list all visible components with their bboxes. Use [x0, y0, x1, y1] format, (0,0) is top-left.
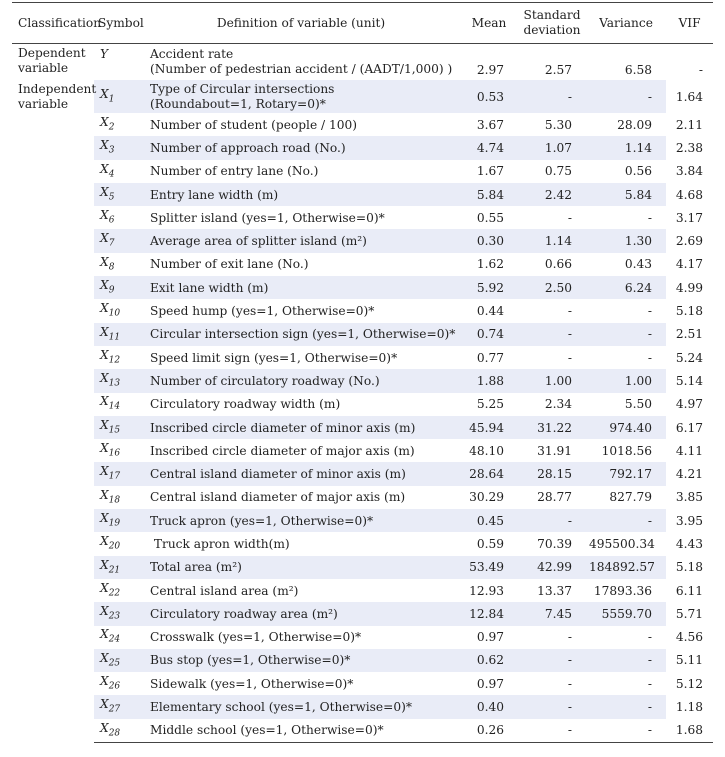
- symbol-letter: X: [100, 184, 109, 199]
- vif-cell: 4.11: [675, 443, 703, 458]
- symbol-cell: [94, 80, 142, 113]
- std-cell: -: [567, 676, 572, 691]
- vif-cell: 4.21: [675, 467, 703, 482]
- vif-cell: 4.99: [675, 280, 703, 295]
- symbol-letter: X: [100, 534, 109, 549]
- symbol-letter: X: [100, 557, 109, 572]
- variance-cell: 974.40: [586, 416, 666, 439]
- definition-cell: Sidewalk (yes=1, Otherwise=0)*: [150, 676, 354, 691]
- mean-cell: 0.59: [476, 536, 504, 551]
- std-cell: 0.75: [544, 164, 572, 179]
- std-cell: 1.00: [518, 369, 586, 392]
- mean-cell: 5.25: [476, 397, 504, 412]
- symbol-subscript: 25: [108, 658, 121, 669]
- symbol-letter: X: [100, 580, 109, 595]
- mean-cell: 0.55: [476, 210, 504, 225]
- mean-cell: 53.49: [460, 556, 518, 579]
- mean-cell: 1.67: [476, 164, 504, 179]
- symbol-subscript: 14: [108, 401, 121, 412]
- mean-cell: 12.84: [460, 602, 518, 625]
- symbol-letter: X: [100, 208, 109, 223]
- variance-cell: 0.56: [624, 164, 652, 179]
- mean-cell: 1.88: [460, 369, 518, 392]
- definition-line1: Type of Circular intersections: [150, 81, 335, 96]
- vif-cell: 3.85: [675, 490, 703, 505]
- vif-cell: 2.11: [675, 117, 703, 132]
- std-cell: -: [518, 509, 586, 532]
- table-row: [12, 672, 713, 695]
- symbol-letter: X: [100, 417, 109, 432]
- symbol-subscript: 8: [108, 262, 115, 273]
- table-row: [12, 462, 713, 485]
- mean-cell: 28.64: [460, 462, 518, 485]
- variance-cell: 28.09: [617, 117, 652, 132]
- table-row: [12, 719, 713, 743]
- table-row: [12, 229, 713, 252]
- symbol-cell: [94, 486, 142, 509]
- symbol-cell: [94, 695, 142, 718]
- header-standard-deviation: [518, 3, 586, 44]
- definition-cell: Number of exit lane (No.): [150, 257, 309, 272]
- std-cell: -: [518, 695, 586, 718]
- variance-cell: 184892.57: [586, 556, 666, 579]
- symbol-letter: X: [100, 347, 109, 362]
- std-cell: -: [518, 323, 586, 346]
- symbol-cell: [94, 672, 142, 695]
- symbol-subscript: 9: [108, 285, 115, 296]
- vif-cell: 5.18: [675, 560, 703, 575]
- symbol-cell: [94, 183, 142, 206]
- symbol-cell: [94, 206, 142, 229]
- symbol-subscript: 17: [108, 471, 121, 482]
- symbol-letter: X: [100, 324, 109, 339]
- symbol-subscript: 16: [108, 448, 121, 459]
- variance-cell: -: [647, 350, 652, 365]
- vif-cell: -: [698, 63, 703, 77]
- vif-cell: 3.17: [675, 210, 703, 225]
- header-symbol: Symbol: [94, 3, 142, 44]
- symbol-subscript: 4: [108, 168, 115, 179]
- symbol-subscript: 10: [108, 308, 121, 319]
- definition-cell: Entry lane width (m): [142, 183, 460, 206]
- variance-cell: 827.79: [609, 490, 652, 505]
- vif-cell: 4.68: [675, 187, 703, 202]
- symbol-letter: X: [100, 394, 109, 409]
- definition-cell: Circulatory roadway area (m²): [142, 602, 460, 625]
- definition-cell: Central island area (m²): [150, 583, 299, 598]
- symbol-letter: X: [100, 301, 109, 316]
- symbol-letter: X: [100, 674, 109, 689]
- mean-cell: 3.67: [476, 117, 504, 132]
- table-row: [12, 346, 713, 369]
- vif-cell: 2.38: [675, 140, 703, 155]
- definition-cell: Truck apron width(m): [150, 536, 290, 551]
- variance-cell: 5.84: [586, 183, 666, 206]
- symbol-letter: X: [100, 138, 109, 153]
- mean-cell: 0.40: [460, 695, 518, 718]
- mean-cell: 0.77: [476, 350, 504, 365]
- symbol-subscript: 20: [108, 541, 121, 552]
- table-row: [12, 626, 713, 649]
- header-mean: Mean: [460, 3, 518, 44]
- variable-table-container: [12, 2, 713, 743]
- std-cell: -: [518, 649, 586, 672]
- variance-cell: 0.43: [624, 257, 652, 272]
- symbol-cell: [94, 649, 142, 672]
- vif-cell: 5.71: [675, 606, 703, 621]
- symbol-subscript: 13: [108, 378, 121, 389]
- mean-cell: 2.97: [476, 63, 504, 77]
- symbol-cell: [94, 229, 142, 252]
- std-cell: -: [567, 210, 572, 225]
- std-cell: 13.37: [537, 583, 572, 598]
- definition-cell: Number of circulatory roadway (No.): [142, 369, 460, 392]
- table-row: [12, 486, 713, 509]
- symbol-letter: X: [100, 371, 109, 386]
- table-row: [12, 695, 713, 718]
- definition-cell: Number of student (people / 100): [150, 117, 358, 132]
- symbol-cell: [94, 439, 142, 462]
- variance-cell: -: [586, 80, 666, 113]
- table-row: [12, 416, 713, 439]
- definition-line2: (Number of pedestrian accident / (AADT/1,000) ): [150, 62, 453, 76]
- table-row: [12, 299, 713, 322]
- definition-cell: [142, 44, 460, 81]
- symbol-cell: [94, 276, 142, 299]
- table-row: [12, 509, 713, 532]
- definition-cell: Elementary school (yes=1, Otherwise=0)*: [142, 695, 460, 718]
- std-cell: -: [567, 350, 572, 365]
- symbol-cell: Y: [100, 47, 109, 61]
- vif-cell: 4.43: [675, 536, 703, 551]
- symbol-cell: [94, 416, 142, 439]
- table-row: [12, 276, 713, 299]
- table-row: [12, 649, 713, 672]
- symbol-cell: [94, 462, 142, 485]
- mean-cell: 4.74: [460, 136, 518, 159]
- group-label-independent: [12, 80, 97, 743]
- definition-cell: Central island diameter of major axis (m): [150, 490, 406, 505]
- definition-cell: Inscribed circle diameter of major axis (m): [150, 443, 415, 458]
- vif-cell: 6.11: [675, 583, 703, 598]
- variance-cell: 17893.36: [593, 583, 652, 598]
- std-cell: 28.15: [518, 462, 586, 485]
- header-classification: Classification: [12, 3, 94, 44]
- variance-cell: 5559.70: [586, 602, 666, 625]
- mean-cell: 0.74: [460, 323, 518, 346]
- table-row-x1: [12, 80, 713, 113]
- vif-cell: 5.24: [675, 350, 703, 365]
- vif-cell: 1.68: [666, 719, 713, 743]
- group-dependent-line2: variable: [18, 61, 69, 75]
- std-cell: 28.77: [537, 490, 572, 505]
- table-row-dependent: [12, 44, 713, 81]
- symbol-cell: [94, 346, 142, 369]
- symbol-letter: X: [100, 441, 109, 456]
- definition-cell: Bus stop (yes=1, Otherwise=0)*: [142, 649, 460, 672]
- std-cell: 5.30: [544, 117, 572, 132]
- symbol-letter: X: [100, 650, 109, 665]
- symbol-cell: [94, 160, 142, 183]
- symbol-subscript: 6: [108, 215, 115, 226]
- variance-cell: 495500.34: [589, 536, 655, 551]
- mean-cell: 0.97: [476, 630, 504, 645]
- definition-cell: Middle school (yes=1, Otherwise=0)*: [142, 719, 460, 743]
- header-variance: Variance: [586, 3, 666, 44]
- vif-cell: 1.18: [675, 700, 703, 715]
- symbol-subscript: 11: [108, 332, 121, 343]
- symbol-subscript: 12: [108, 355, 121, 366]
- symbol-subscript: 23: [108, 611, 121, 622]
- mean-cell: 0.97: [476, 676, 504, 691]
- variance-cell: 5.50: [624, 397, 652, 412]
- definition-cell: Splitter island (yes=1, Otherwise=0)*: [150, 210, 385, 225]
- variance-cell: 1.14: [586, 136, 666, 159]
- symbol-cell: [94, 136, 142, 159]
- definition-cell: Central island diameter of minor axis (m): [142, 462, 460, 485]
- symbol-subscript: 3: [108, 145, 115, 156]
- vif-cell: 5.11: [675, 653, 703, 668]
- symbol-letter: X: [100, 464, 109, 479]
- mean-cell: 0.53: [460, 80, 518, 113]
- mean-cell: 5.84: [460, 183, 518, 206]
- table-row: [12, 113, 713, 136]
- mean-cell: 0.30: [460, 229, 518, 252]
- mean-cell: 0.44: [476, 304, 504, 319]
- definition-cell: Average area of splitter island (m²): [142, 229, 460, 252]
- vif-cell: 5.18: [675, 304, 703, 319]
- symbol-subscript: 27: [108, 704, 121, 715]
- symbol-letter: X: [100, 627, 109, 642]
- symbol-letter: X: [100, 697, 109, 712]
- vif-cell: 4.17: [675, 257, 703, 272]
- std-cell: 31.22: [518, 416, 586, 439]
- definition-cell: Speed limit sign (yes=1, Otherwise=0)*: [150, 350, 398, 365]
- mean-cell: 5.92: [460, 276, 518, 299]
- variance-cell: 6.58: [624, 63, 652, 77]
- symbol-letter: X: [100, 231, 109, 246]
- std-cell: 1.14: [518, 229, 586, 252]
- table-row: [12, 602, 713, 625]
- table-row: [12, 206, 713, 229]
- vif-cell: 3.95: [675, 513, 703, 528]
- group-independent-line1: Independent: [18, 82, 97, 96]
- variance-cell: -: [647, 630, 652, 645]
- variance-cell: 792.17: [586, 462, 666, 485]
- symbol-cell: [94, 113, 142, 136]
- mean-cell: 1.62: [476, 257, 504, 272]
- std-cell: 7.45: [518, 602, 586, 625]
- symbol-subscript: 26: [108, 681, 121, 692]
- symbol-subscript: 2: [108, 122, 115, 133]
- vif-cell: 5.12: [675, 676, 703, 691]
- symbol-letter: X: [100, 114, 109, 129]
- symbol-cell: [94, 626, 142, 649]
- variance-cell: -: [586, 509, 666, 532]
- symbol-subscript: 21: [108, 565, 121, 575]
- symbol-letter: X: [100, 254, 109, 269]
- mean-cell: 12.93: [469, 583, 504, 598]
- definition-cell: Number of approach road (No.): [142, 136, 460, 159]
- definition-line2: (Roundabout=1, Rotary=0)*: [150, 96, 326, 111]
- symbol-subscript: 1: [108, 94, 115, 105]
- table-row: [12, 369, 713, 392]
- header-row: [12, 3, 713, 44]
- definition-cell: [142, 80, 460, 113]
- std-cell: 1.07: [518, 136, 586, 159]
- table-row: [12, 253, 713, 276]
- std-cell: 42.99: [518, 556, 586, 579]
- symbol-letter: X: [100, 161, 109, 176]
- definition-cell: Inscribed circle diameter of minor axis (m): [142, 416, 460, 439]
- definition-line1: Accident rate: [150, 47, 234, 61]
- symbol-subscript: 5: [108, 192, 115, 203]
- table-row: [12, 556, 713, 579]
- table-row: [12, 393, 713, 416]
- symbol-letter: X: [100, 278, 109, 292]
- definition-cell: Truck apron (yes=1, Otherwise=0)*: [142, 509, 460, 532]
- std-cell: 2.57: [544, 63, 572, 77]
- vif-cell: 2.69: [675, 234, 703, 249]
- mean-cell: 45.94: [460, 416, 518, 439]
- mean-cell: 0.45: [460, 509, 518, 532]
- std-cell: -: [518, 719, 586, 743]
- symbol-cell: [94, 719, 142, 743]
- symbol-subscript: 22: [108, 588, 121, 599]
- std-cell: -: [518, 80, 586, 113]
- table-row: [12, 183, 713, 206]
- header-std-line2: deviation: [523, 23, 581, 37]
- std-cell: 2.34: [544, 397, 572, 412]
- mean-cell: 30.29: [469, 490, 504, 505]
- symbol-letter: X: [100, 86, 109, 101]
- variance-cell: 1.00: [586, 369, 666, 392]
- std-cell: 31.91: [537, 443, 572, 458]
- definition-cell: Exit lane width (m): [142, 276, 460, 299]
- group-label-dependent: [12, 44, 94, 81]
- header-std-line1: Standard: [523, 8, 581, 22]
- symbol-cell: [94, 579, 142, 602]
- header-vif: VIF: [666, 3, 713, 44]
- symbol-letter: X: [100, 604, 109, 619]
- table-row: [12, 136, 713, 159]
- symbol-subscript: 15: [108, 425, 121, 436]
- symbol-cell: [94, 369, 142, 392]
- variance-cell: -: [647, 210, 652, 225]
- vif-cell: 4.56: [675, 630, 703, 645]
- vif-cell: 1.64: [675, 89, 703, 104]
- definition-cell: Total area (m²): [142, 556, 460, 579]
- symbol-subscript: 7: [108, 238, 115, 249]
- mean-cell: 0.26: [460, 719, 518, 743]
- mean-cell: 0.62: [460, 649, 518, 672]
- std-cell: -: [567, 304, 572, 319]
- mean-cell: 48.10: [469, 443, 504, 458]
- definition-cell: Crosswalk (yes=1, Otherwise=0)*: [150, 630, 362, 645]
- symbol-subscript: 24: [108, 634, 121, 645]
- symbol-letter: X: [100, 720, 109, 735]
- variance-cell: 6.24: [586, 276, 666, 299]
- definition-cell: Number of entry lane (No.): [150, 164, 319, 179]
- variance-cell: -: [586, 649, 666, 672]
- definition-cell: Circular intersection sign (yes=1, Otherwise=0)*: [142, 323, 460, 346]
- header-definition: Definition of variable (unit): [142, 3, 460, 44]
- definition-cell: Circulatory roadway width (m): [150, 397, 341, 412]
- symbol-cell: [94, 253, 142, 276]
- symbol-subscript: 18: [108, 495, 121, 506]
- variance-cell: 1018.56: [601, 443, 652, 458]
- group-dependent-line1: Dependent: [18, 46, 86, 60]
- variable-definition-table: [12, 2, 713, 743]
- symbol-letter: X: [100, 487, 109, 502]
- symbol-subscript: 28: [108, 728, 121, 739]
- vif-cell: 2.51: [675, 327, 703, 342]
- std-cell: 70.39: [537, 536, 572, 551]
- std-cell: -: [567, 630, 572, 645]
- std-cell: 2.50: [518, 276, 586, 299]
- vif-cell: 5.14: [675, 373, 703, 388]
- std-cell: 2.42: [518, 183, 586, 206]
- vif-cell: 6.17: [675, 420, 703, 435]
- symbol-cell: [94, 602, 142, 625]
- symbol-cell: [94, 323, 142, 346]
- symbol-cell: [94, 532, 142, 555]
- variance-cell: -: [586, 695, 666, 718]
- table-row: [12, 323, 713, 346]
- vif-cell: 4.97: [675, 397, 703, 412]
- table-row: [12, 532, 713, 555]
- symbol-cell: [94, 509, 142, 532]
- table-row: [12, 160, 713, 183]
- variance-cell: -: [586, 719, 666, 743]
- variance-cell: -: [586, 323, 666, 346]
- symbol-cell: [94, 556, 142, 579]
- symbol-subscript: 19: [108, 518, 121, 529]
- table-row: [12, 579, 713, 602]
- symbol-cell: [94, 299, 142, 322]
- symbol-letter: X: [100, 510, 109, 525]
- table-row: [12, 439, 713, 462]
- definition-cell: Speed hump (yes=1, Otherwise=0)*: [150, 304, 375, 319]
- variance-cell: -: [647, 676, 652, 691]
- vif-cell: 3.84: [675, 164, 703, 179]
- symbol-cell: [94, 393, 142, 416]
- variance-cell: 1.30: [586, 229, 666, 252]
- group-independent-line2: variable: [18, 97, 69, 111]
- std-cell: 0.66: [544, 257, 572, 272]
- variance-cell: -: [647, 304, 652, 319]
